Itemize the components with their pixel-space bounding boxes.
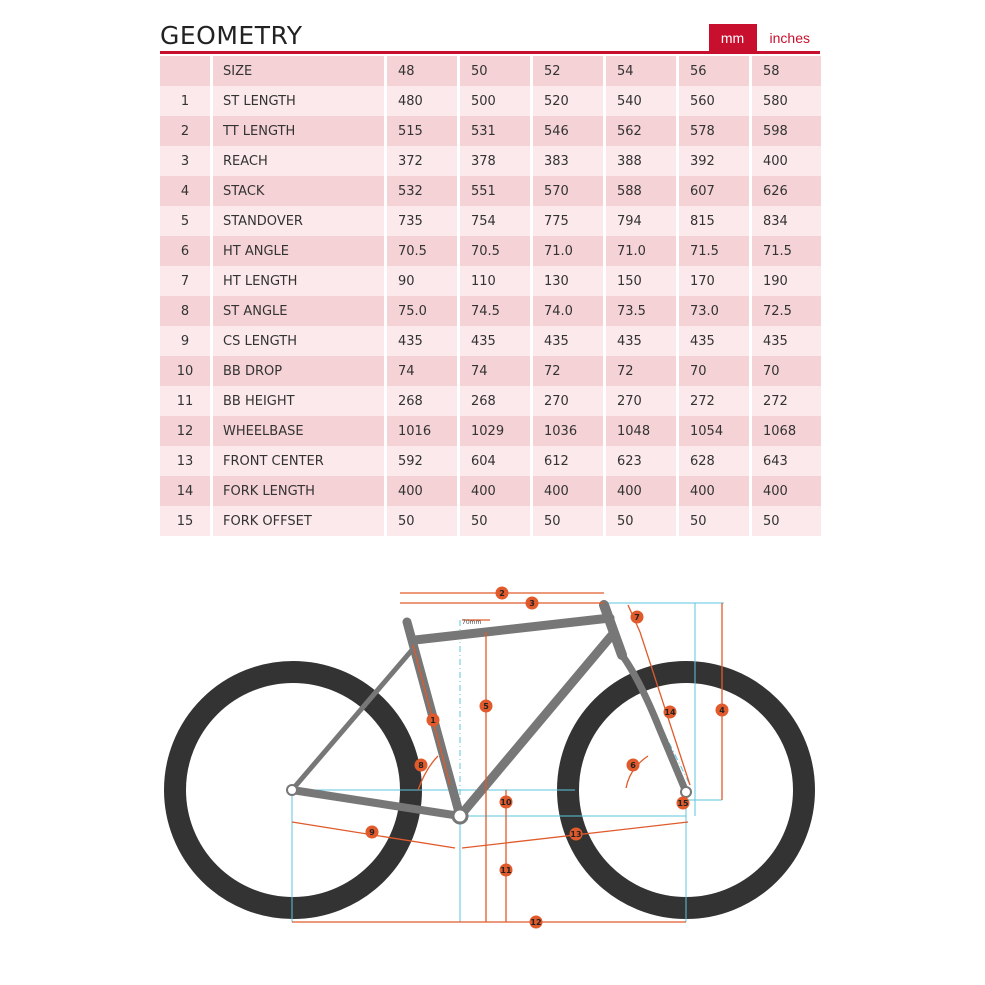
row-label: REACH [213, 146, 384, 176]
value-cell: 435 [679, 326, 749, 356]
marker-5 [480, 700, 493, 713]
value-cell: 578 [679, 116, 749, 146]
table-header-row [160, 56, 821, 86]
value-cell: 72 [533, 356, 603, 386]
value-cell: 70.5 [387, 236, 457, 266]
value-cell: 270 [606, 386, 676, 416]
bike-geometry-diagram [0, 560, 985, 985]
value-cell: 50 [533, 506, 603, 536]
value-cell: 623 [606, 446, 676, 476]
value-cell: 110 [460, 266, 530, 296]
value-cell: 71.5 [752, 236, 821, 266]
svg-text:11: 11 [500, 866, 512, 875]
value-cell: 268 [387, 386, 457, 416]
row-number: 2 [160, 116, 210, 146]
table-row [160, 446, 821, 476]
value-cell: 794 [606, 206, 676, 236]
row-label: TT LENGTH [213, 116, 384, 146]
svg-text:9: 9 [369, 828, 375, 837]
row-label: FRONT CENTER [213, 446, 384, 476]
value-cell: 272 [679, 386, 749, 416]
value-cell: 372 [387, 146, 457, 176]
page-title: GEOMETRY [160, 21, 303, 50]
value-cell: 75.0 [387, 296, 457, 326]
row-number: 9 [160, 326, 210, 356]
value-cell: 815 [679, 206, 749, 236]
marker-12 [530, 916, 543, 929]
row-label: FORK OFFSET [213, 506, 384, 536]
value-cell: 435 [387, 326, 457, 356]
value-cell: 72 [606, 356, 676, 386]
value-cell: 400 [460, 476, 530, 506]
unit-tab-mm[interactable]: mm [709, 24, 757, 52]
table-row [160, 506, 821, 536]
value-cell: 74.5 [460, 296, 530, 326]
size-56-header: 56 [679, 56, 749, 86]
row-number: 10 [160, 356, 210, 386]
value-cell: 532 [387, 176, 457, 206]
unit-tab-inches[interactable]: inches [769, 30, 810, 46]
row-label: STANDOVER [213, 206, 384, 236]
value-cell: 435 [460, 326, 530, 356]
table-row [160, 176, 821, 206]
marker-8 [415, 759, 428, 772]
row-label: STACK [213, 176, 384, 206]
value-cell: 73.5 [606, 296, 676, 326]
value-cell: 71.5 [679, 236, 749, 266]
value-cell: 74 [460, 356, 530, 386]
row-label: HT ANGLE [213, 236, 384, 266]
marker-9 [366, 826, 379, 839]
value-cell: 1029 [460, 416, 530, 446]
size-52-header: 52 [533, 56, 603, 86]
value-cell: 70 [679, 356, 749, 386]
value-cell: 735 [387, 206, 457, 236]
value-cell: 540 [606, 86, 676, 116]
marker-10 [500, 796, 513, 809]
marker-11 [500, 864, 513, 877]
row-label: CS LENGTH [213, 326, 384, 356]
row-number: 13 [160, 446, 210, 476]
row-number: 1 [160, 86, 210, 116]
value-cell: 73.0 [679, 296, 749, 326]
value-cell: 775 [533, 206, 603, 236]
value-cell: 270 [533, 386, 603, 416]
svg-text:8: 8 [418, 761, 424, 770]
table-row [160, 86, 821, 116]
row-label: FORK LENGTH [213, 476, 384, 506]
top-tube [415, 618, 610, 640]
value-cell: 90 [387, 266, 457, 296]
front-axle [681, 787, 691, 797]
value-cell: 388 [606, 146, 676, 176]
svg-text:12: 12 [530, 918, 542, 927]
value-cell: 150 [606, 266, 676, 296]
table-row [160, 296, 821, 326]
unit-toggle [709, 24, 820, 52]
value-cell: 754 [460, 206, 530, 236]
value-cell: 628 [679, 446, 749, 476]
value-cell: 272 [752, 386, 821, 416]
value-cell: 515 [387, 116, 457, 146]
value-cell: 130 [533, 266, 603, 296]
size-58-header: 58 [752, 56, 821, 86]
table-row [160, 386, 821, 416]
value-cell: 400 [606, 476, 676, 506]
bottom-bracket [453, 809, 467, 823]
size-50-header: 50 [460, 56, 530, 86]
row-label: ST ANGLE [213, 296, 384, 326]
value-cell: 531 [460, 116, 530, 146]
table-row [160, 356, 821, 386]
value-cell: 435 [752, 326, 821, 356]
value-cell: 70.5 [460, 236, 530, 266]
value-cell: 170 [679, 266, 749, 296]
table-row [160, 146, 821, 176]
value-cell: 50 [387, 506, 457, 536]
value-cell: 546 [533, 116, 603, 146]
svg-text:13: 13 [570, 830, 582, 839]
value-cell: 1068 [752, 416, 821, 446]
value-cell: 71.0 [606, 236, 676, 266]
svg-text:2: 2 [499, 589, 505, 598]
svg-text:3: 3 [529, 599, 535, 608]
value-cell: 400 [533, 476, 603, 506]
value-cell: 268 [460, 386, 530, 416]
row-number: 8 [160, 296, 210, 326]
marker-2 [496, 587, 509, 600]
row-number: 5 [160, 206, 210, 236]
row-label: BB DROP [213, 356, 384, 386]
table-row [160, 326, 821, 356]
header-size-label: SIZE [213, 56, 384, 86]
value-cell: 834 [752, 206, 821, 236]
marker-3 [526, 597, 539, 610]
value-cell: 612 [533, 446, 603, 476]
value-cell: 607 [679, 176, 749, 206]
svg-text:7: 7 [634, 613, 640, 622]
row-number: 11 [160, 386, 210, 416]
value-cell: 1054 [679, 416, 749, 446]
bike-diagram-svg [0, 560, 985, 985]
marker-7 [631, 611, 644, 624]
svg-text:15: 15 [677, 799, 689, 808]
value-cell: 551 [460, 176, 530, 206]
value-cell: 562 [606, 116, 676, 146]
marker-1 [427, 714, 440, 727]
value-cell: 71.0 [533, 236, 603, 266]
value-cell: 400 [752, 146, 821, 176]
svg-text:10: 10 [500, 798, 512, 807]
value-cell: 604 [460, 446, 530, 476]
value-cell: 626 [752, 176, 821, 206]
row-label: HT LENGTH [213, 266, 384, 296]
value-cell: 500 [460, 86, 530, 116]
svg-text:14: 14 [664, 708, 676, 717]
value-cell: 400 [752, 476, 821, 506]
value-cell: 435 [533, 326, 603, 356]
value-cell: 435 [606, 326, 676, 356]
value-cell: 50 [752, 506, 821, 536]
value-cell: 74 [387, 356, 457, 386]
seat-clamp-label: 70mm [462, 619, 482, 626]
value-cell: 580 [752, 86, 821, 116]
value-cell: 400 [679, 476, 749, 506]
row-label: WHEELBASE [213, 416, 384, 446]
row-label: ST LENGTH [213, 86, 384, 116]
value-cell: 480 [387, 86, 457, 116]
table-row [160, 236, 821, 266]
marker-6 [627, 759, 640, 772]
geometry-table [157, 56, 824, 536]
value-cell: 592 [387, 446, 457, 476]
table-row [160, 206, 821, 236]
row-number: 3 [160, 146, 210, 176]
value-cell: 74.0 [533, 296, 603, 326]
rear-axle [287, 785, 297, 795]
value-cell: 50 [679, 506, 749, 536]
header-num-cell [160, 56, 210, 86]
row-number: 4 [160, 176, 210, 206]
marker-13 [570, 828, 583, 841]
size-54-header: 54 [606, 56, 676, 86]
value-cell: 1016 [387, 416, 457, 446]
value-cell: 588 [606, 176, 676, 206]
value-cell: 50 [460, 506, 530, 536]
table-row [160, 416, 821, 446]
svg-text:6: 6 [630, 761, 636, 770]
value-cell: 383 [533, 146, 603, 176]
svg-text:1: 1 [430, 716, 436, 725]
row-number: 14 [160, 476, 210, 506]
svg-text:4: 4 [719, 706, 725, 715]
value-cell: 72.5 [752, 296, 821, 326]
size-48-header: 48 [387, 56, 457, 86]
value-cell: 378 [460, 146, 530, 176]
table-row [160, 266, 821, 296]
marker-4 [716, 704, 729, 717]
row-number: 7 [160, 266, 210, 296]
marker-15 [677, 797, 690, 810]
value-cell: 190 [752, 266, 821, 296]
value-cell: 643 [752, 446, 821, 476]
row-number: 6 [160, 236, 210, 266]
table-row [160, 116, 821, 146]
row-label: BB HEIGHT [213, 386, 384, 416]
value-cell: 570 [533, 176, 603, 206]
value-cell: 50 [606, 506, 676, 536]
value-cell: 70 [752, 356, 821, 386]
geometry-header [160, 20, 820, 54]
value-cell: 392 [679, 146, 749, 176]
svg-text:5: 5 [483, 702, 489, 711]
marker-14 [664, 706, 677, 719]
chainstay [292, 790, 460, 816]
value-cell: 1036 [533, 416, 603, 446]
value-cell: 560 [679, 86, 749, 116]
table-row [160, 476, 821, 506]
row-number: 15 [160, 506, 210, 536]
title-underline [160, 51, 820, 54]
value-cell: 520 [533, 86, 603, 116]
value-cell: 400 [387, 476, 457, 506]
value-cell: 598 [752, 116, 821, 146]
value-cell: 1048 [606, 416, 676, 446]
row-number: 12 [160, 416, 210, 446]
